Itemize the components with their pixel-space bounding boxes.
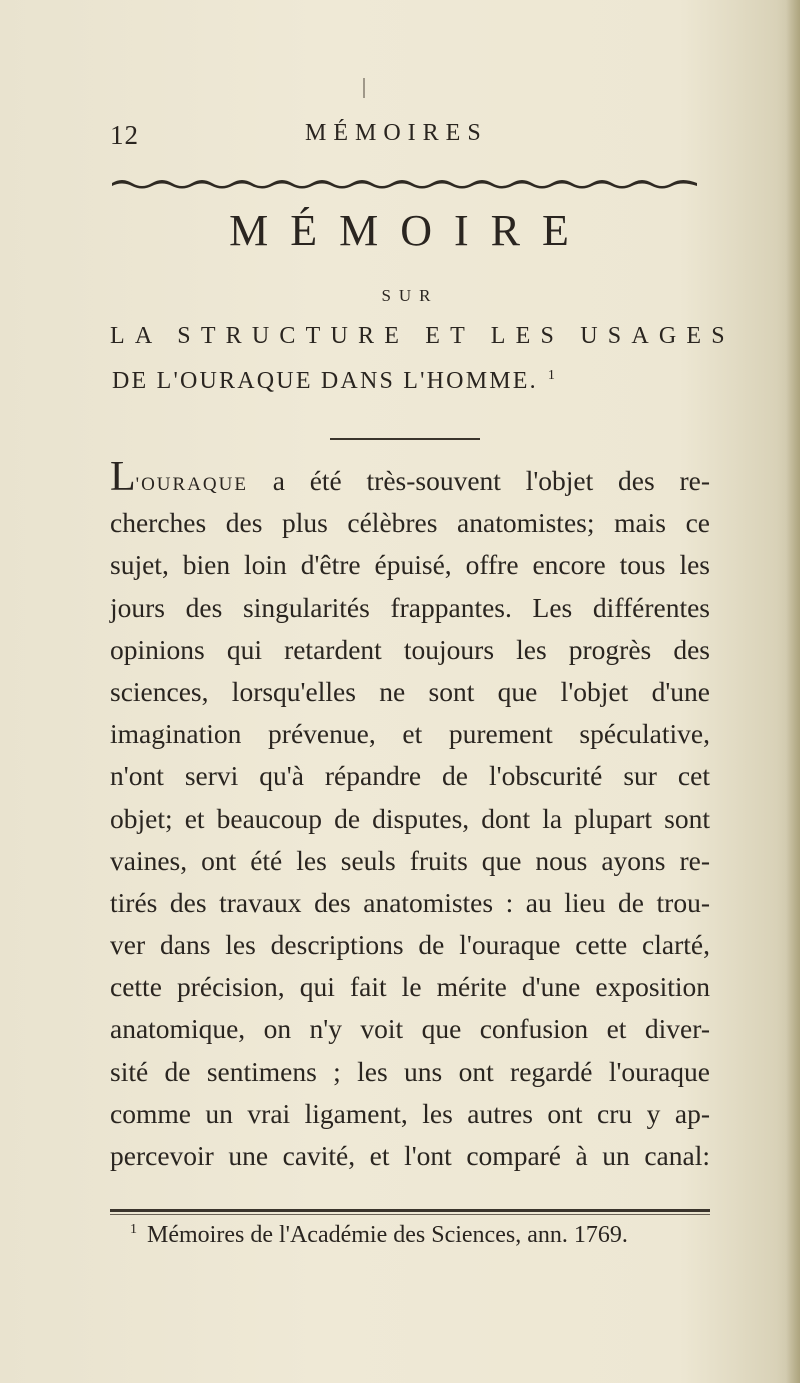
small-caps-word: 'OURAQUE xyxy=(135,474,248,495)
body-line: tirés des travaux des anatomistes : au lieu de trou- xyxy=(110,886,710,918)
body-line: jours des singularités frappantes. Les différentes xyxy=(110,591,710,623)
subtitle-line-2 xyxy=(112,368,752,395)
body-line: cette précision, qui fait le mérite d'une exposition xyxy=(110,971,710,1003)
body-line: percevoir une cavité, et l'ont comparé à un canal: xyxy=(110,1140,710,1171)
body-line-first xyxy=(110,454,710,502)
body-line: imagination prévenue, et purement spéculative, xyxy=(110,718,710,750)
page-number: 12 xyxy=(110,120,139,150)
footnote-rule xyxy=(110,1209,710,1212)
subtitle-line-1: LA STRUCTURE ET LES USAGES xyxy=(110,323,735,349)
footnote-text: Mémoires de l'Académie des Sciences, ann. 1769. xyxy=(147,1222,628,1248)
first-line-rest: a été très-souvent l'objet des re- xyxy=(247,465,710,496)
body-line: opinions qui retardent toujours les progrès des xyxy=(110,633,710,665)
ornamental-rule xyxy=(112,177,697,189)
body-line: n'ont servi qu'à répandre de l'obscurité sur cet xyxy=(110,760,710,792)
body-line: sciences, lorsqu'elles ne sont que l'objet d'une xyxy=(110,675,710,707)
page-title: MÉMOIRE xyxy=(229,206,591,255)
footnote-number: 1 xyxy=(130,1222,137,1237)
running-head xyxy=(110,120,710,160)
ink-mark xyxy=(362,78,366,98)
body-line: vaines, ont été les seuls fruits que nous ayons re- xyxy=(110,844,710,876)
initial-letter: L xyxy=(110,454,136,500)
footnote-rule-thin xyxy=(110,1214,710,1215)
section-divider xyxy=(330,438,480,440)
body-line: comme un vrai ligament, les autres ont cru y ap- xyxy=(110,1097,710,1129)
body-line: sujet, bien loin d'être épuisé, offre encore tous les xyxy=(110,549,710,581)
body-line: anatomique, on n'y voit que confusion et diver- xyxy=(110,1013,710,1045)
subtitle-line-2-text: DE L'OURAQUE DANS L'HOMME. xyxy=(112,368,538,394)
running-title: MÉMOIRES xyxy=(305,120,488,146)
body-line: ver dans les descriptions de l'ouraque cette clarté, xyxy=(110,929,710,961)
body-line: cherches des plus célèbres anatomistes; mais ce xyxy=(110,507,710,539)
footnote-marker: 1 xyxy=(547,368,555,383)
body-line: sité de sentimens ; les uns ont regardé l'ouraque xyxy=(110,1055,710,1087)
subtitle-sur: SUR xyxy=(381,286,439,305)
body-line: objet; et beaucoup de disputes, dont la plupart sont xyxy=(110,802,710,834)
body-paragraph xyxy=(110,454,710,1177)
footnote xyxy=(130,1222,730,1249)
